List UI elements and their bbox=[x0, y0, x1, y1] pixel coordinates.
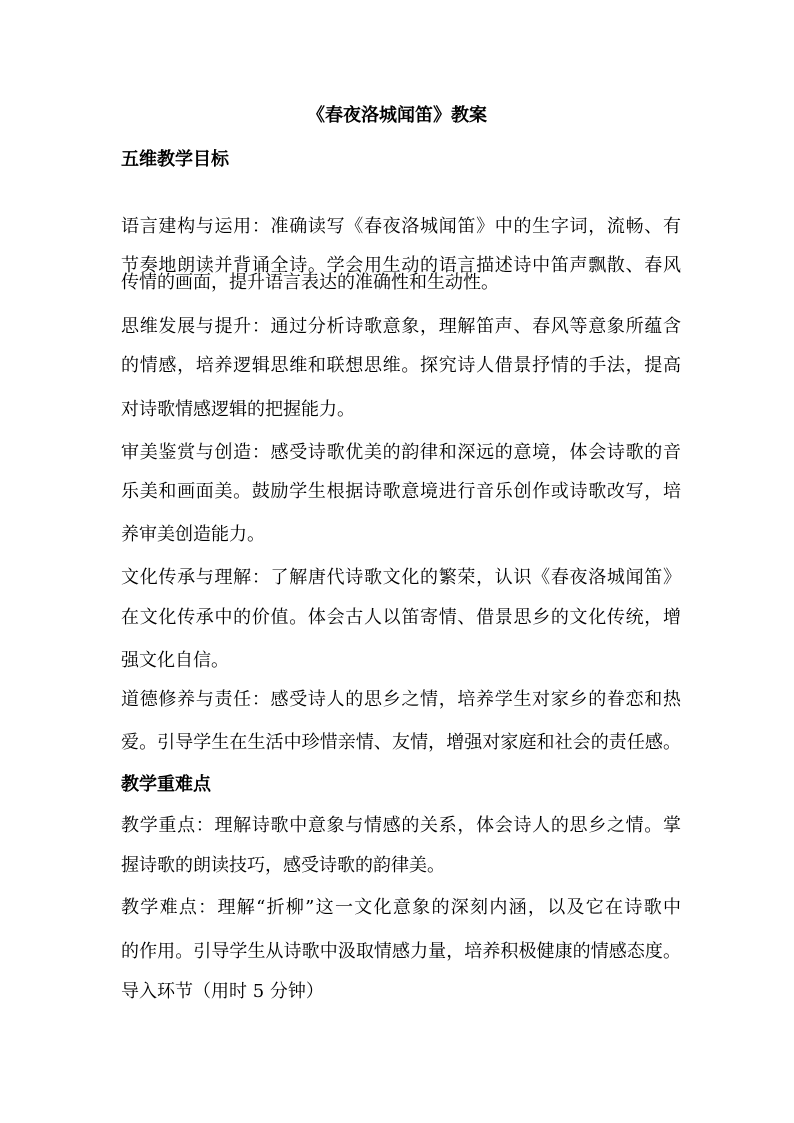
paragraph-line: 的作用。引导学生从诗歌中汲取情感力量，培养积极健康的情感态度。 bbox=[121, 941, 681, 962]
paragraph-line: 对诗歌情感逻辑的把握能力。 bbox=[121, 399, 355, 420]
paragraph-line: 乐美和画面美。鼓励学生根据诗歌意境进行音乐创作或诗歌改写，培 bbox=[121, 481, 681, 502]
document-title: 《春夜洛城闻笛》教案 bbox=[307, 105, 487, 126]
section-heading-objectives: 五维教学目标 bbox=[121, 149, 229, 170]
paragraph-line: 审美鉴赏与创造：感受诗歌优美的韵律和深远的意境，体会诗歌的音 bbox=[121, 442, 681, 463]
closing-line: 导入环节（用时 5 分钟） bbox=[121, 981, 324, 1002]
section-heading-key-points: 教学重难点 bbox=[121, 774, 211, 795]
paragraph-line: 养审美创造能力。 bbox=[121, 524, 265, 545]
paragraph-line: 道德修养与责任：感受诗人的思乡之情，培养学生对家乡的眷恋和热 bbox=[121, 689, 681, 710]
paragraph-line: 传情的画面，提升语言表达的准确性和生动性。 bbox=[121, 272, 499, 293]
paragraph-line: 爱。引导学生在生活中珍惜亲情、友情，增强对家庭和社会的责任感。 bbox=[121, 732, 681, 753]
paragraph-line: 节奏地朗读并背诵全诗。学会用生动的语言描述诗中笛声飘散、春风 bbox=[121, 255, 681, 276]
paragraph-line: 教学难点：理解“折柳”这一文化意象的深刻内涵，以及它在诗歌中 bbox=[121, 897, 681, 918]
paragraph-line: 在文化传承中的价值。体会古人以笛寄情、借景思乡的文化传统，增 bbox=[121, 607, 681, 628]
paragraph-line: 文化传承与理解：了解唐代诗歌文化的繁荣，认识《春夜洛城闻笛》 bbox=[121, 567, 681, 588]
paragraph-line: 的情感，培养逻辑思维和联想思维。探究诗人借景抒情的手法，提高 bbox=[121, 355, 681, 376]
paragraph-line: 强文化自信。 bbox=[121, 650, 229, 671]
paragraph-line: 思维发展与提升：通过分析诗歌意象，理解笛声、春风等意象所蕴含 bbox=[121, 316, 681, 337]
paragraph-line: 握诗歌的朗读技巧，感受诗歌的韵律美。 bbox=[121, 855, 445, 876]
paragraph-line: 教学重点：理解诗歌中意象与情感的关系，体会诗人的思乡之情。掌 bbox=[121, 815, 681, 836]
paragraph-line: 语言建构与运用：准确读写《春夜洛城闻笛》中的生字词，流畅、有 bbox=[121, 216, 681, 237]
